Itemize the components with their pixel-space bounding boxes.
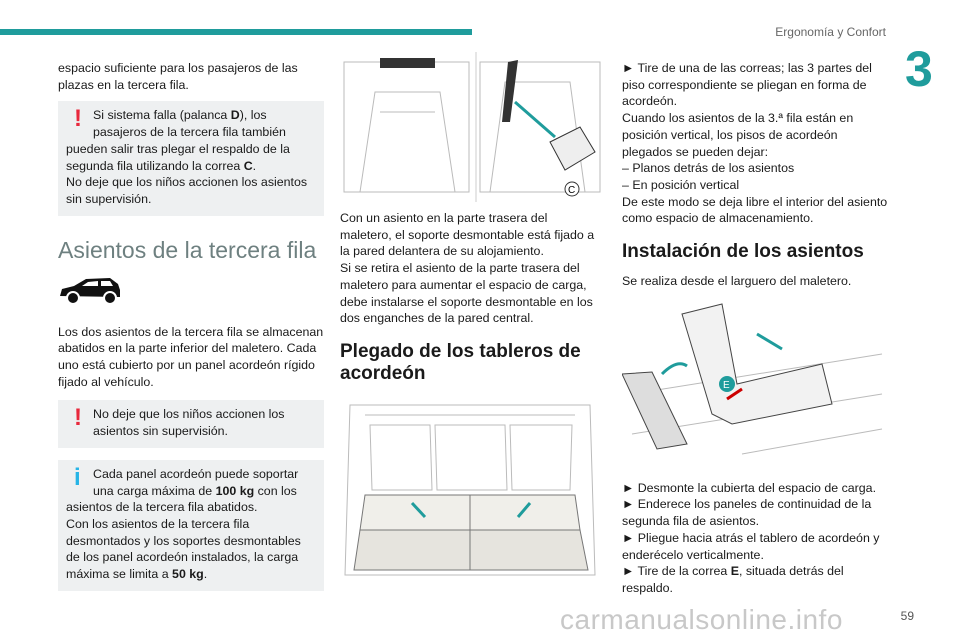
- body-text: Cuando los asientos de la 3.ª fila están en posición vertical, los pisos de acordeón plegados se pueden dejar:: [622, 111, 854, 159]
- section-heading: Plegado de los tableros de acordeón: [340, 340, 581, 384]
- info-text: Cada panel acordeón puede soportar una carga máxima de 100 kg con los asientos de la tercera fila abatidos.: [66, 466, 299, 515]
- warning-text: No deje que los niños accionen los asientos sin supervisión.: [93, 407, 285, 439]
- chapter-number: 3: [905, 41, 933, 97]
- step-text: ► Enderece los paneles de continuidad de la segunda fila de asientos.: [622, 497, 872, 529]
- intro-text: espacio suficiente para los pasajeros de las plazas en la tercera fila.: [58, 61, 298, 92]
- warning-icon: !: [74, 105, 82, 133]
- watermark: carmanualsonline.info: [560, 604, 843, 635]
- step-text: ► Tire de la correa E, situada detrás del respaldo.: [622, 564, 844, 595]
- warning-box-2: [58, 400, 324, 447]
- body-text: Con un asiento en la parte trasera del maletero, el soporte desmontable está fijado a la pared delantera de su alojamiento.: [340, 211, 595, 259]
- warning-text-2: No deje que los niños accionen los asientos sin supervisión.: [66, 175, 308, 206]
- header-accent-bar: [0, 29, 472, 35]
- list-item: – Planos detrás de los asientos: [622, 161, 795, 176]
- step-text: ► Desmonte la cubierta del espacio de carga.: [622, 480, 877, 495]
- column-2: [340, 52, 602, 580]
- section-title: Ergonomía y Confort: [775, 25, 886, 39]
- info-text-2: Con los asientos de la tercera fila desmontados y los soportes desmontables de los panel acordeón instalados, la carga máxima se limita a 50 kg.: [66, 516, 301, 582]
- warning-text: Si sistema falla (palanca D), los pasajeros de la tercera fila también pueden salir tras plegar el respaldo de la segunda fila utilizando la correa C.: [66, 108, 290, 173]
- info-box: [58, 460, 324, 591]
- warning-icon: !: [74, 404, 82, 432]
- step-text: ► Pliegue hacia atrás el tablero de acordeón y enderécelo verticalmente.: [622, 530, 880, 562]
- body-text: Los dos asientos de la tercera fila se almacenan abatidos en la parte inferior del maletero. Cada uno está cubierto por un panel acordeón rígido fijado al vehículo.: [58, 324, 324, 389]
- column-3: [622, 60, 888, 597]
- car-icon: [58, 276, 128, 306]
- body-text-2: Si se retira el asiento de la parte trasera del maletero para aumentar el espacio de carga, debe instalarse el soporte desmontable en los dos enganches de la pared central.: [340, 261, 593, 326]
- intro-text: Se realiza desde el larguero del maletero.: [622, 274, 852, 289]
- figure-label: E: [723, 379, 730, 391]
- seat-installation-illustration: [622, 294, 888, 474]
- body-text-2: De este modo se deja libre el interior del asiento como espacio de almacenamiento.: [622, 194, 888, 226]
- support-illustration: [340, 52, 602, 202]
- step-text: ► Tire de una de las correas; las 3 partes del piso correspondiente se pliegan en forma de acordeón.: [622, 61, 872, 109]
- trunk-illustration: [340, 395, 602, 580]
- section-heading: Asientos de la tercera fila: [58, 236, 317, 263]
- warning-box: [58, 101, 324, 215]
- column-1: [58, 60, 324, 603]
- section-heading: Instalación de los asientos: [622, 241, 864, 263]
- figure-label: C: [568, 185, 576, 196]
- page-number: 59: [900, 609, 914, 623]
- info-icon: i: [74, 463, 81, 491]
- list-item: – En posición vertical: [622, 177, 740, 192]
